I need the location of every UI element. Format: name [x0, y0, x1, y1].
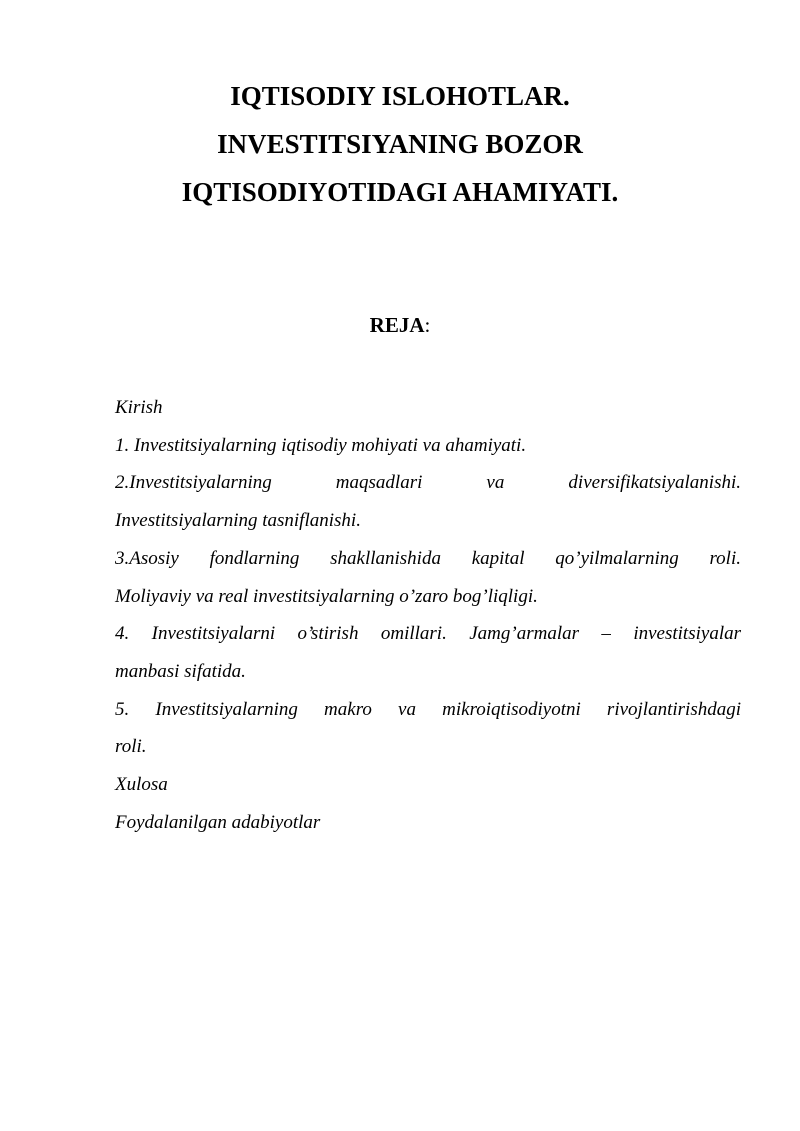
title-line-1: IQTISODIY ISLOHOTLAR.: [230, 81, 570, 111]
toc-item-1: 1. Investitsiyalarning iqtisodiy mohiyati va ahamiyati.: [115, 434, 527, 456]
toc-item-references: Foydalanilgan adabiyotlar: [115, 811, 321, 833]
title-line-2: INVESTITSIYANING BOZOR: [217, 129, 583, 159]
toc-item-5-line-2: roli.: [115, 736, 147, 758]
plan-label: REJA: [369, 313, 425, 337]
toc-item-conclusion: Xulosa: [115, 774, 168, 796]
toc-item-introduction: Kirish: [115, 397, 163, 418]
toc-item-5-line-1: 5. Investitsiyalarning makro va mikroiqtisodiyotni rivojlantirishdagi: [115, 698, 741, 720]
plan-colon: :: [424, 313, 431, 337]
toc-item-4-line-2: manbasi sifatida.: [115, 660, 246, 682]
toc-item-4-line-1: 4. Investitsiyalarni o’stirish omillari. Jamg’armalar – investitsiyalar: [115, 623, 741, 645]
toc-item-3-line-2: Moliyaviy va real investitsiyalarning o’zaro bog’liqligi.: [115, 585, 538, 607]
toc-item-2-line-2: Investitsiyalarning tasniflanishi.: [115, 510, 361, 532]
table-of-contents: [115, 389, 741, 841]
toc-item-3-line-1: 3.Asosiy fondlarning shakllanishida kapital qo’yilmalarning roli.: [115, 547, 741, 569]
toc-item-2-line-1: 2.Investitsiyalarning maqsadlari va diversifikatsiyalanishi.: [115, 472, 741, 494]
plan-heading: [0, 310, 800, 340]
document-title: [0, 72, 800, 216]
title-line-3: IQTISODIYOTIDAGI AHAMIYATI.: [181, 177, 619, 207]
